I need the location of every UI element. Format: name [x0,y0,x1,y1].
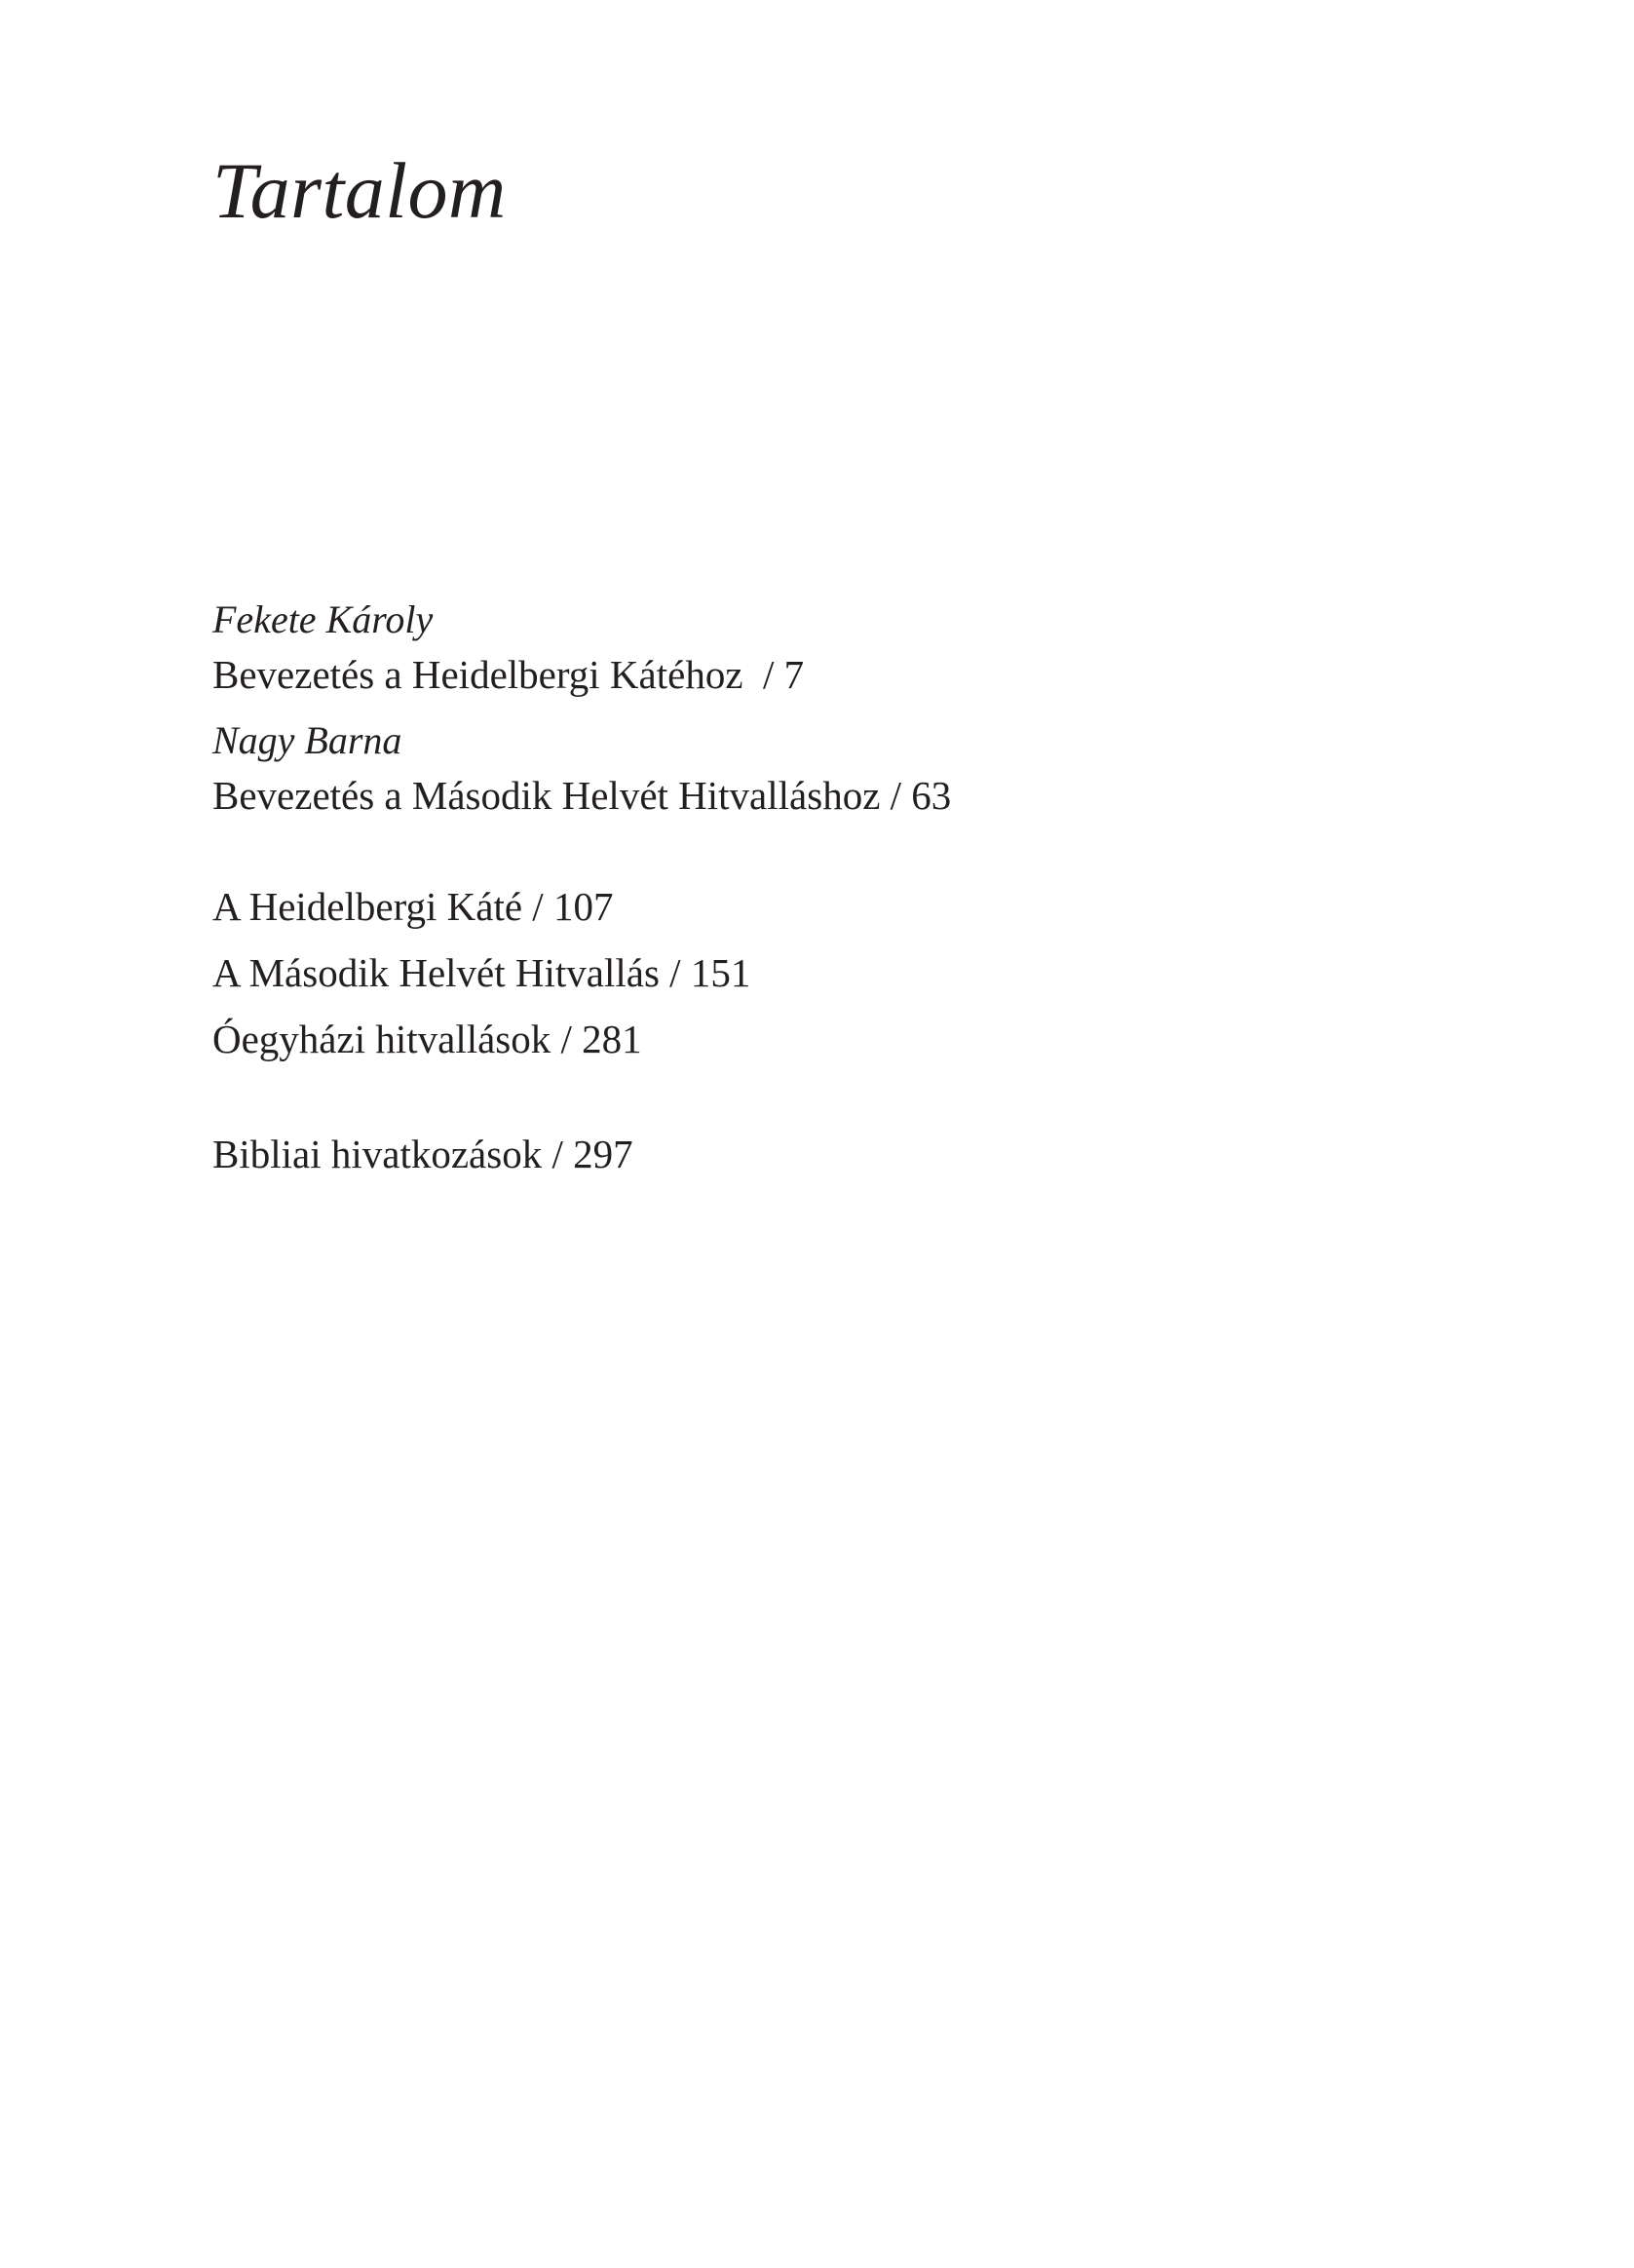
toc-entry-title: Bevezetés a Heidelbergi Kátéhoz [212,652,743,697]
toc-entry-separator: / [542,1132,574,1176]
toc-entry-separator: / [551,1017,583,1061]
toc-entry-separator: / [742,652,784,697]
toc-entry-page: 107 [552,884,614,929]
toc-entry-title: A Heidelbergi Káté [212,884,523,929]
toc-entry[interactable] [212,1016,642,1063]
toc-entry-page: 7 [783,652,805,697]
toc-entry[interactable] [212,883,613,931]
toc-entry-title: Bevezetés a Második Helvét Hitvalláshoz [212,773,881,818]
toc-author: Fekete Károly [212,597,434,641]
toc-entry-page: 281 [582,1017,642,1061]
toc-entry-title: Óegyházi hitvallások [212,1017,551,1061]
page-title: Tartalom [212,146,507,235]
toc-entry-page: 151 [690,950,751,995]
toc-entry-title: Bibliai hivatkozások [212,1132,543,1176]
toc-entry[interactable] [212,772,951,820]
toc-entry-separator: / [522,884,553,929]
toc-entry[interactable] [212,651,804,699]
toc-entry[interactable] [212,1131,633,1178]
toc-entry-separator: / [659,950,691,995]
toc-entry-separator: / [880,773,912,818]
toc-author: Nagy Barna [212,718,402,762]
toc-entry-page: 297 [573,1132,633,1176]
toc-entry-title: A Második Helvét Hitvallás [212,950,660,995]
toc-entry[interactable] [212,949,750,997]
toc-entry-page: 63 [911,773,952,818]
